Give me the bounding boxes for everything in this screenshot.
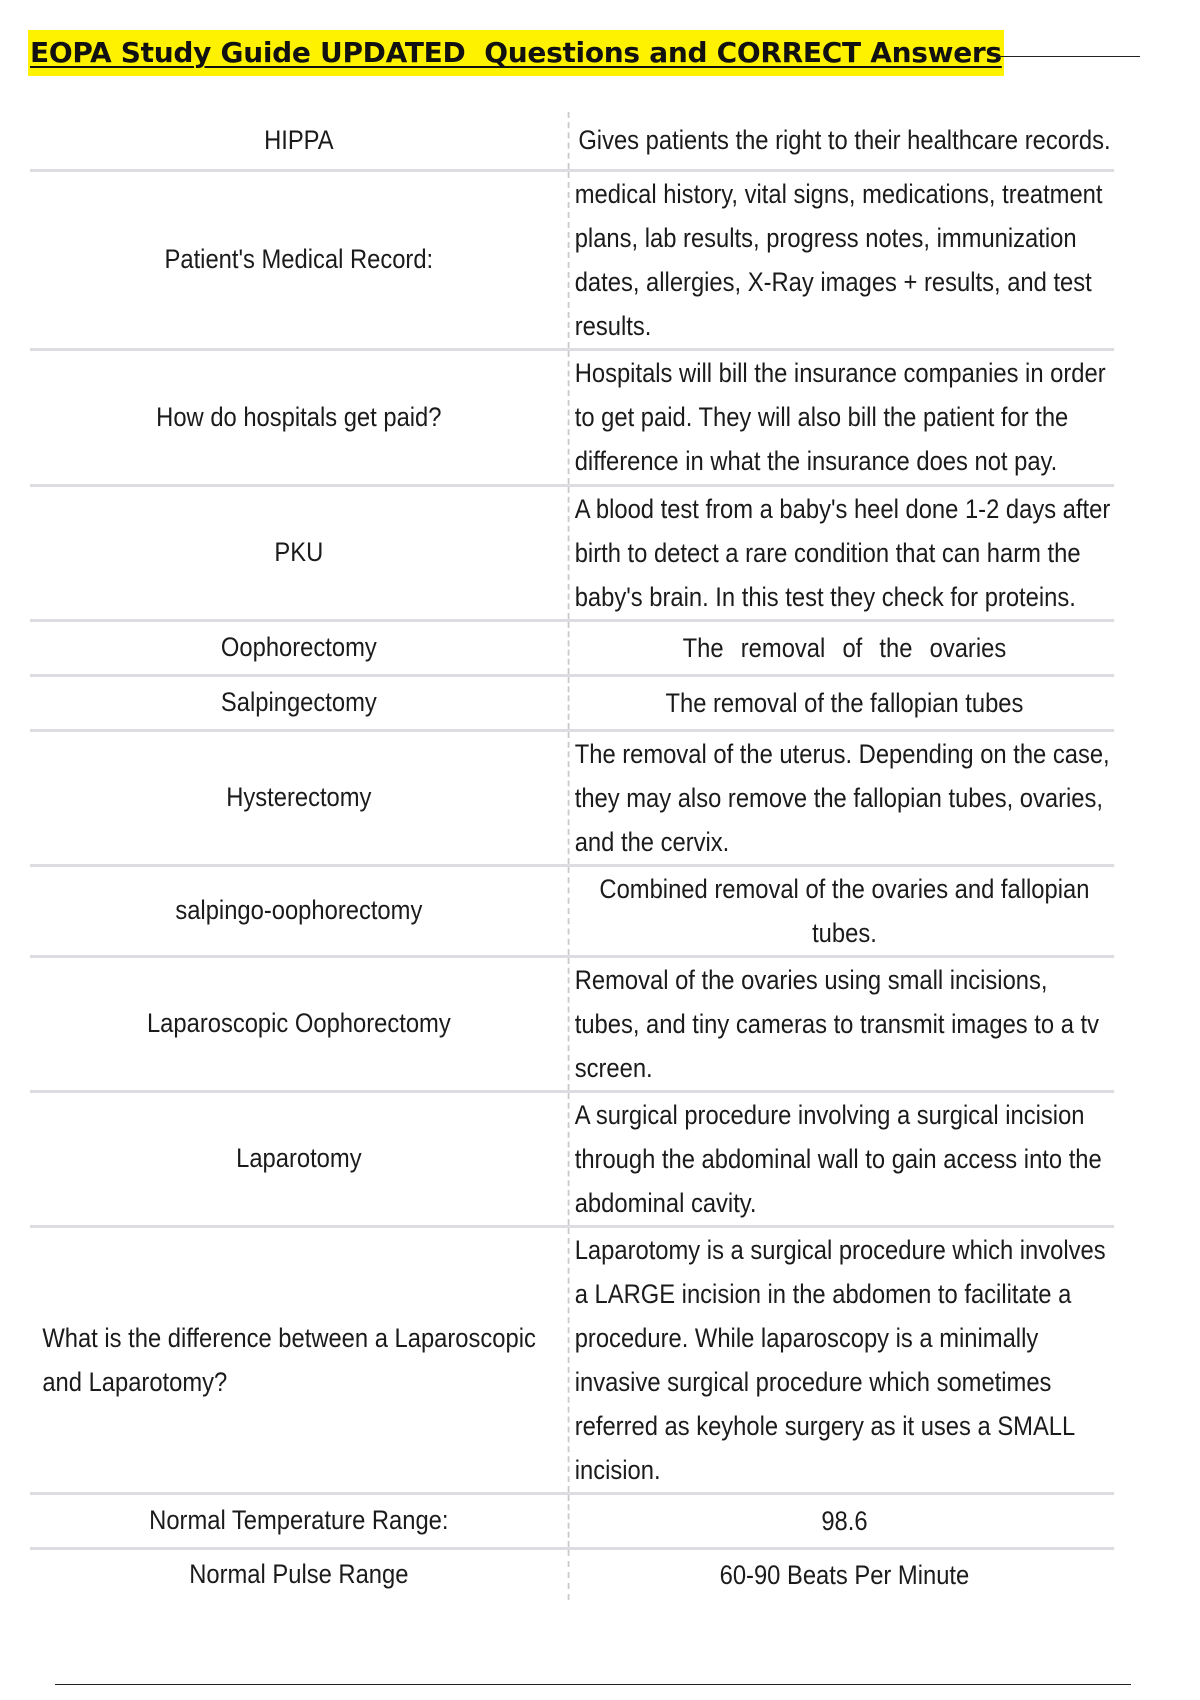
term-cell: Patient's Medical Record: xyxy=(30,170,569,349)
table-row xyxy=(30,485,1114,620)
definition-cell: 60-90 Beats Per Minute xyxy=(569,1548,1115,1600)
term-cell: What is the difference between a Laparoscopic and Laparotomy? xyxy=(30,1226,569,1493)
definition-cell: Hospitals will bill the insurance companies in order to get paid. They will also bill the patient for the difference in what the insurance does not pay. xyxy=(569,349,1115,485)
table-row xyxy=(30,956,1114,1091)
table-row xyxy=(30,675,1114,730)
qa-table xyxy=(30,112,1114,1600)
term-cell: Oophorectomy xyxy=(30,620,569,675)
table-row xyxy=(30,112,1114,170)
term-cell: Laparotomy xyxy=(30,1091,569,1226)
footer-rule xyxy=(55,1684,1131,1685)
table-row xyxy=(30,349,1114,485)
definition-cell: Gives patients the right to their healthcare records. xyxy=(569,112,1115,170)
definition-cell: The removal of the ovaries xyxy=(569,620,1115,675)
table-row xyxy=(30,1493,1114,1548)
term-cell: Hysterectomy xyxy=(30,730,569,865)
term-cell: Salpingectomy xyxy=(30,675,569,730)
title-bar xyxy=(28,30,1140,80)
definition-cell: 98.6 xyxy=(569,1493,1115,1548)
definition-cell: A blood test from a baby's heel done 1-2 days after birth to detect a rare condition that can harm the baby's brain. In this test they check for proteins. xyxy=(569,485,1115,620)
table-row xyxy=(30,1548,1114,1600)
term-cell: Laparoscopic Oophorectomy xyxy=(30,956,569,1091)
definition-cell: The removal of the uterus. Depending on the case, they may also remove the fallopian tubes, ovaries, and the cervix. xyxy=(569,730,1115,865)
table-row xyxy=(30,730,1114,865)
term-cell: PKU xyxy=(30,485,569,620)
table-row xyxy=(30,1226,1114,1493)
term-cell: HIPPA xyxy=(30,112,569,170)
definition-cell: Laparotomy is a surgical procedure which involves a LARGE incision in the abdomen to facilitate a procedure. While laparoscopy is a minimally invasive surgical procedure which sometimes referred as keyhole surgery as it uses a SMALL incision. xyxy=(569,1226,1115,1493)
definition-cell: medical history, vital signs, medications, treatment plans, lab results, progress notes, immunization dates, allergies, X-Ray images + results, and test results. xyxy=(569,170,1115,349)
term-cell: salpingo-oophorectomy xyxy=(30,865,569,956)
term-cell: Normal Temperature Range: xyxy=(30,1493,569,1548)
table-row xyxy=(30,620,1114,675)
term-cell: Normal Pulse Range xyxy=(189,1559,409,1590)
definition-cell: Combined removal of the ovaries and fallopian tubes. xyxy=(569,865,1115,956)
title-rule xyxy=(994,56,1140,57)
page-title: EOPA Study Guide UPDATED Questions and CORRECT Answers xyxy=(28,30,1004,76)
definition-cell: Removal of the ovaries using small incisions, tubes, and tiny cameras to transmit images to a tv screen. xyxy=(569,956,1115,1091)
definition-cell: The removal of the fallopian tubes xyxy=(569,675,1115,730)
table-row xyxy=(30,1091,1114,1226)
table-row xyxy=(30,865,1114,956)
term-cell: How do hospitals get paid? xyxy=(30,349,569,485)
definition-cell: A surgical procedure involving a surgical incision through the abdominal wall to gain access into the abdominal cavity. xyxy=(569,1091,1115,1226)
table-row xyxy=(30,170,1114,349)
